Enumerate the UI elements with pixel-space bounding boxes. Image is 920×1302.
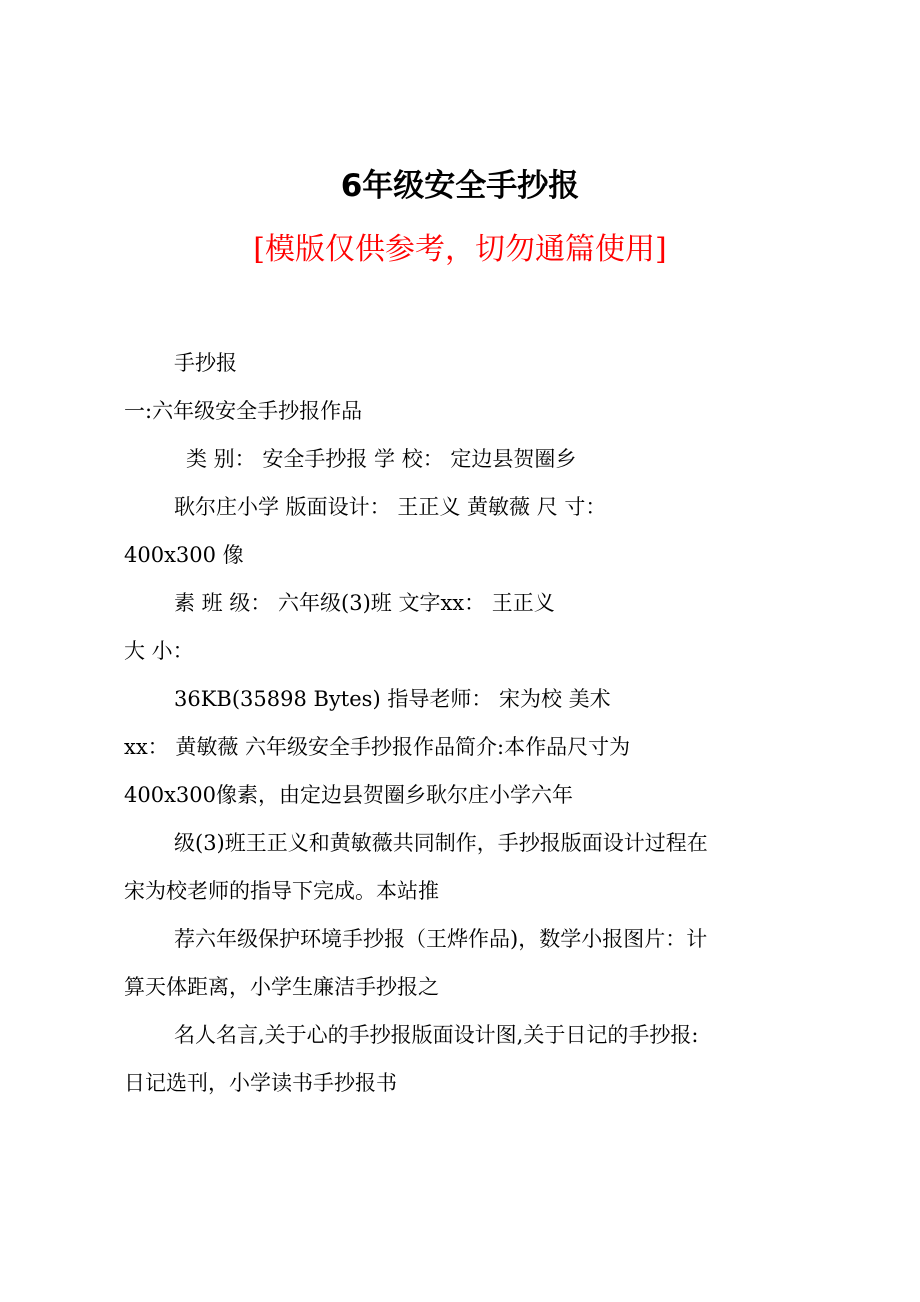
paragraph-line-14: 算天体距离，小学生廉洁手抄报之: [124, 975, 439, 999]
paragraph-line-2: 一:六年级安全手抄报作品: [124, 399, 363, 423]
paragraph-line-7: 大 小：: [124, 639, 194, 663]
paragraph-line-12: 宋为校老师的指导下完成。本站推: [124, 879, 439, 903]
paragraph-line-4: 耿尔庄小学 版面设计： 王正义 黄敏薇 尺 寸：: [174, 495, 607, 519]
paragraph-line-16: 日记选刊，小学读书手抄报书: [124, 1071, 397, 1095]
paragraph-line-1: 手抄报: [174, 351, 237, 375]
paragraph-line-6: 素 班 级： 六年级(3)班 文字xx： 王正义: [174, 591, 555, 615]
paragraph-line-10: 400x300像素，由定边县贺圈乡耿尔庄小学六年: [124, 783, 574, 807]
paragraph-line-13: 荐六年级保护环境手抄报（王烨作品)，数学小报图片：计: [174, 927, 708, 951]
paragraph-line-5: 400x300 像: [124, 543, 244, 567]
document-title: 6年级安全手抄报: [340, 168, 580, 204]
template-notice: [模版仅供参考，切勿通篇使用]: [253, 232, 667, 267]
paragraph-line-11: 级(3)班王正义和黄敏薇共同制作，手抄报版面设计过程在: [174, 831, 708, 855]
paragraph-line-8: 36KB(35898 Bytes) 指导老师： 宋为校 美术: [174, 687, 611, 711]
paragraph-line-9: xx： 黄敏薇 六年级安全手抄报作品简介:本作品尺寸为: [124, 735, 631, 759]
paragraph-line-15: 名人名言,关于心的手抄报版面设计图,关于日记的手抄报:: [174, 1023, 699, 1047]
paragraph-line-3: 类 别： 安全手抄报 学 校： 定边县贺圈乡: [186, 447, 577, 471]
